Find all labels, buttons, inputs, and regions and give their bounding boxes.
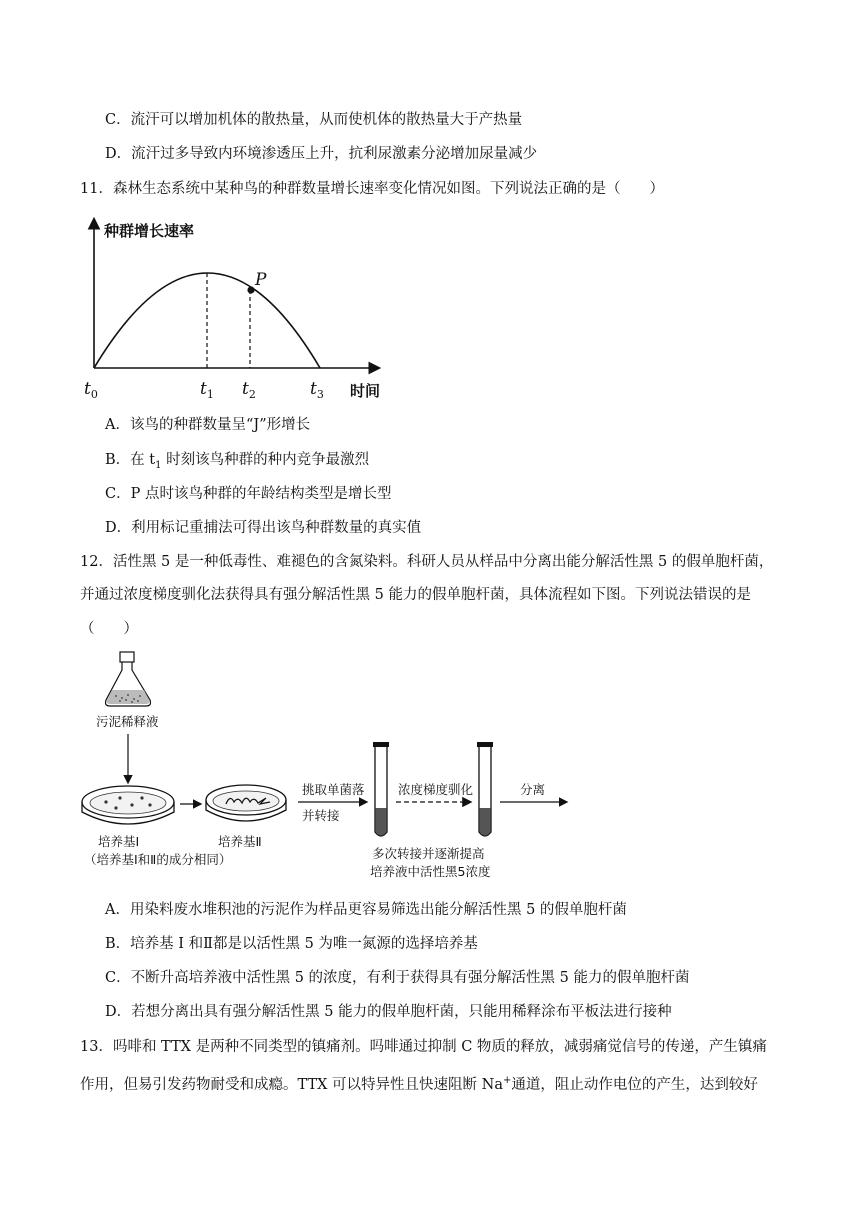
q12-option-b: B．培养基 I 和Ⅱ都是以活性黑 5 为唯一氮源的选择培养基 xyxy=(105,936,478,952)
tick-t1: $t_1$ xyxy=(200,379,214,401)
medium-1-label: 培养基Ⅰ xyxy=(98,834,140,849)
point-p-label: P xyxy=(255,270,267,290)
step1-label-line1: 挑取单菌落 xyxy=(302,782,365,797)
q12-stem-line2: 并通过浓度梯度驯化法获得具有强分解活性黑 5 能力的假单胞杆菌，具体流程如下图。下列说法错误的是 xyxy=(80,587,751,603)
q11-option-a: A．该鸟的种群数量呈“J”形增长 xyxy=(105,417,311,433)
flask-label: 污泥稀释液 xyxy=(96,714,159,729)
q12-stem-line3: （ ） xyxy=(80,621,138,637)
tick-t3: $t_3$ xyxy=(310,379,324,401)
y-axis-label: 种群增长速率 xyxy=(104,222,195,240)
test-tube-1-icon xyxy=(373,742,389,836)
tick-t0: $t_0$ xyxy=(84,379,98,401)
petri-dish-2-icon xyxy=(206,785,286,821)
growth-rate-chart xyxy=(78,214,398,404)
petri-dish-1-icon xyxy=(82,786,174,824)
medium-2-label: 培养基Ⅱ xyxy=(218,834,262,849)
q13-line2: 作用，但易引发药物耐受和成瘾。TTX 可以特异性且快速阻断 Na+通道，阻止动作电位的产生，达到较好 xyxy=(80,1075,758,1093)
medium-note: （培养基Ⅰ和Ⅱ的成分相同） xyxy=(84,852,232,867)
step2-label: 浓度梯度驯化 xyxy=(398,782,474,797)
q10-option-c: C．流汗可以增加机体的散热量，从而使机体的散热量大于产热量 xyxy=(105,112,523,128)
step3-label: 分离 xyxy=(520,782,546,797)
q12-option-d: D．若想分离出具有强分解活性黑 5 能力的假单胞杆菌，只能用稀释涂布平板法进行接种 xyxy=(105,1004,672,1020)
q13-line1: 13．吗啡和 TTX 是两种不同类型的镇痛剂。吗啡通过抑制 C 物质的释放，减弱痛觉信号的传递，产生镇痛 xyxy=(80,1039,767,1055)
flask-icon xyxy=(106,652,151,706)
q12-option-c: C．不断升高培养液中活性黑 5 的浓度，有利于获得具有强分解活性黑 5 能力的假单胞杆菌 xyxy=(105,970,690,986)
tick-t2: $t_2$ xyxy=(242,379,256,401)
q12-stem-line1: 12．活性黑 5 是一种低毒性、难褪色的含氮染料。科研人员从样品中分离出能分解活性黑 5 的假单胞杆菌， xyxy=(80,554,774,570)
step1-label-line2: 并转接 xyxy=(302,808,340,823)
q12-option-a: A．用染料废水堆积池的污泥作为样品更容易筛选出能分解活性黑 5 的假单胞杆菌 xyxy=(105,902,627,918)
isolation-flow-diagram xyxy=(76,648,576,880)
q11-stem: 11．森林生态系统中某种鸟的种群数量增长速率变化情况如图。下列说法正确的是（ ） xyxy=(80,181,664,197)
point-p xyxy=(247,286,254,293)
q11-option-d: D．利用标记重捕法可得出该鸟种群数量的真实值 xyxy=(105,520,422,536)
test-tube-2-icon xyxy=(477,742,493,836)
q11-option-b: B．在 $t_1$ 时刻该鸟种群的种内竞争最激烈 xyxy=(105,452,370,471)
x-axis-label: 时间 xyxy=(350,382,381,400)
tube-note-line2: 培养液中活性黑5浓度 xyxy=(370,864,491,879)
tube-note-line1: 多次转接并逐渐提高 xyxy=(372,846,485,861)
q11-option-c: C．P 点时该鸟种群的年龄结构类型是增长型 xyxy=(105,486,392,502)
q10-option-d: D．流汗过多导致内环境渗透压上升，抗利尿激素分泌增加尿量减少 xyxy=(105,146,538,162)
